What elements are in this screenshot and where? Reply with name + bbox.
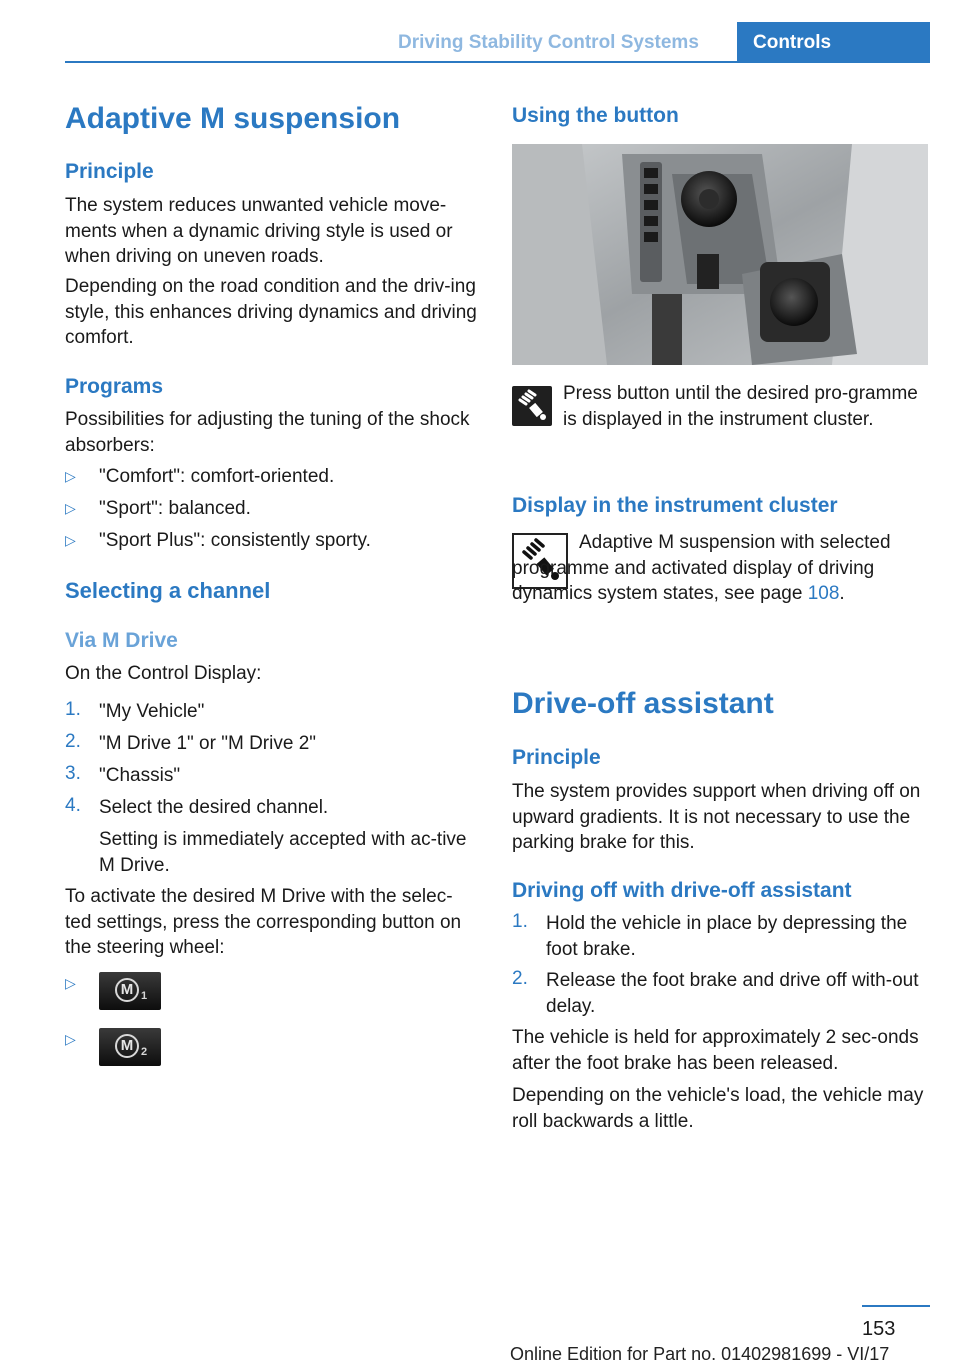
bullet-icon: ▷	[65, 532, 76, 548]
display-text: Adaptive M suspension with selected programme and activated display of driving dynamics system states, see page	[512, 532, 891, 604]
shock-absorber-icon	[512, 386, 552, 426]
principle-paragraph-2: Depending on the road condition and the driv‐ing style, this enhances driving dynamics and driving comfort.	[65, 276, 477, 348]
step-number: 2.	[65, 731, 81, 752]
driveoff-step: Release the foot brake and drive off with‐out delay.	[546, 970, 919, 1017]
center-console-photo	[512, 144, 928, 365]
m-drive-2-button-icon	[99, 1028, 161, 1066]
held-paragraph: The vehicle is held for approximately 2 sec‐onds after the foot brake has been released.	[512, 1027, 919, 1074]
bullet-icon: ▷	[65, 468, 76, 484]
header-rule	[65, 61, 930, 63]
edition-note: Online Edition for Part no. 01402981699 - VI/17	[510, 1344, 890, 1364]
step-item: "My Vehicle"	[99, 701, 205, 722]
selecting-heading: Selecting a channel	[65, 578, 271, 603]
program-item: "Sport Plus": consistently sporty.	[99, 530, 371, 551]
programs-paragraph: Possibilities for adjusting the tuning of the shock absorbers:	[65, 409, 470, 456]
activate-paragraph: To activate the desired M Drive with the selec‐ted settings, press the corresponding button on the steering wheel:	[65, 886, 462, 958]
step-item: "M Drive 1" or "M Drive 2"	[99, 733, 317, 754]
load-paragraph: Depending on the vehicle's load, the vehicle may roll backwards a little.	[512, 1085, 924, 1132]
running-header-section: Driving Stability Control Systems	[398, 32, 699, 53]
step-item: Select the desired channel.	[99, 797, 329, 818]
bullet-icon: ▷	[65, 975, 76, 991]
display-heading: Display in the instrument cluster	[512, 494, 838, 517]
principle-block	[65, 160, 475, 184]
driving-off-heading: Driving off with drive-off assistant	[512, 879, 852, 902]
display-paragraph	[512, 530, 924, 607]
m-sub: 1	[141, 990, 148, 1002]
principle-paragraph-1: The system reduces unwanted vehicle move‐ments when a dynamic driving style is used or when driving on uneven roads.	[65, 195, 453, 267]
m-sub: 2	[141, 1046, 148, 1058]
programs-heading: Programs	[65, 375, 164, 398]
section-title: Adaptive M suspension	[65, 102, 401, 135]
m-letter: M	[115, 978, 139, 1002]
driveoff-principle-paragraph: The system provides support when driving off on upward gradients. It is not necessary to use the parking brake for this.	[512, 781, 921, 853]
shock-absorber-glyph	[512, 386, 552, 426]
driveoff-title: Drive-off assistant	[512, 687, 774, 720]
program-item: "Sport": balanced.	[99, 498, 251, 519]
step-number: 2.	[512, 968, 528, 989]
step-number: 1.	[512, 911, 528, 932]
driveoff-step: Hold the vehicle in place by depressing the foot brake.	[546, 913, 908, 960]
driveoff-principle-heading: Principle	[512, 746, 601, 769]
running-header-tab: Controls	[737, 22, 930, 62]
principle-heading: Principle	[65, 160, 154, 183]
display-text-end: .	[839, 583, 845, 604]
step-item: "Chassis"	[99, 765, 181, 786]
bullet-icon: ▷	[65, 1031, 76, 1047]
program-item: "Comfort": comfort-oriented.	[99, 466, 335, 487]
step-note: Setting is immediately accepted with ac‐tive M Drive.	[99, 829, 467, 876]
left-column	[65, 102, 475, 136]
using-button-heading: Using the button	[512, 104, 679, 127]
via-paragraph: On the Control Display:	[65, 663, 262, 684]
bullet-icon: ▷	[65, 500, 76, 516]
step-number: 3.	[65, 763, 81, 784]
page-link[interactable]: 108	[807, 583, 840, 604]
m-letter: M	[115, 1034, 139, 1058]
press-text-first	[563, 381, 923, 432]
m-drive-1-button-icon	[99, 972, 161, 1010]
press-text: Press button until the desired pro‐gramme is displayed in the instrument cluster.	[563, 383, 918, 430]
footer-rule	[862, 1305, 930, 1307]
page-number: 153	[862, 1318, 896, 1340]
step-number: 1.	[65, 699, 81, 720]
step-number: 4.	[65, 795, 81, 816]
via-m-drive-heading: Via M Drive	[65, 629, 178, 652]
